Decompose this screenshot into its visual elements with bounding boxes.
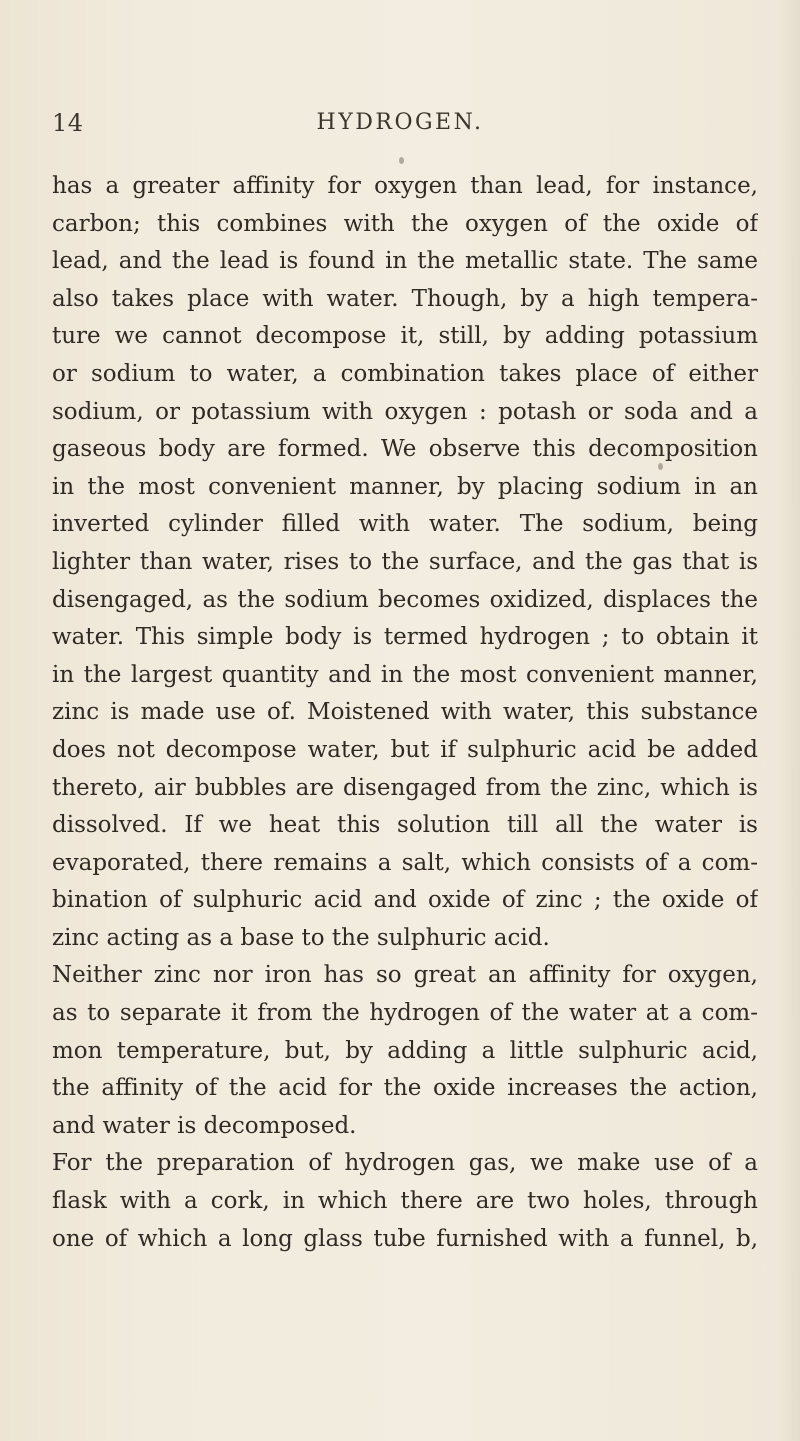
text-line: evaporated, there remains a salt, which consists of a com- bbox=[52, 849, 758, 876]
text-line: or sodium to water, a combination takes place of either bbox=[52, 360, 758, 387]
text-line: sodium, or potassium with oxygen : potash or soda and a bbox=[52, 398, 758, 425]
text-line: zinc is made use of. Moistened with water, this substance bbox=[52, 699, 758, 726]
text-line: the affinity of the acid for the oxide increases the action, bbox=[52, 1075, 758, 1102]
text-line: does not decompose water, but if sulphuric acid be added bbox=[52, 736, 758, 763]
text-line: water. This simple body is termed hydrogen ; to obtain it bbox=[52, 624, 758, 651]
text-line: carbon; this combines with the oxygen of the oxide of bbox=[52, 210, 758, 237]
text-line: flask with a cork, in which there are two holes, through bbox=[52, 1188, 758, 1215]
text-line: zinc acting as a base to the sulphuric acid. bbox=[52, 924, 550, 951]
text-line: thereto, air bubbles are disengaged from the zinc, which is bbox=[52, 774, 758, 801]
running-head: HYDROGEN. bbox=[316, 110, 484, 135]
text-line: gaseous body are formed. We observe this decomposition bbox=[52, 436, 758, 463]
body-text bbox=[52, 168, 758, 1258]
text-line: has a greater affinity for oxygen than lead, for instance, bbox=[52, 173, 758, 199]
text-line: one of which a long glass tube furnished with a funnel, b, bbox=[52, 1225, 758, 1252]
page-header bbox=[0, 0, 800, 150]
text-line: lead, and the lead is found in the metallic state. The same bbox=[52, 248, 758, 275]
page-number: 14 bbox=[52, 109, 84, 137]
paper-speck bbox=[399, 157, 404, 164]
text-line: disengaged, as the sodium becomes oxidized, displaces the bbox=[52, 586, 758, 613]
text-line: also takes place with water. Though, by a high tempera- bbox=[52, 285, 758, 312]
text-line: and water is decomposed. bbox=[52, 1112, 357, 1139]
text-line: mon temperature, but, by adding a little sulphuric acid, bbox=[52, 1037, 758, 1064]
text-line: as to separate it from the hydrogen of the water at a com- bbox=[52, 1000, 758, 1027]
page-edge-shadow bbox=[778, 0, 800, 1441]
text-line: dissolved. If we heat this solution till all the water is bbox=[52, 812, 758, 839]
text-line: in the largest quantity and in the most convenient manner, bbox=[52, 661, 758, 688]
text-line: lighter than water, rises to the surface, and the gas that is bbox=[52, 548, 758, 575]
text-line: inverted cylinder filled with water. The sodium, being bbox=[52, 511, 758, 538]
text-line: ture we cannot decompose it, still, by adding potassium bbox=[52, 323, 758, 350]
text-line: Neither zinc nor iron has so great an affinity for oxygen, bbox=[52, 962, 758, 989]
text-line: in the most convenient manner, by placing sodium in an bbox=[52, 473, 758, 500]
text-line: For the preparation of hydrogen gas, we make use of a bbox=[52, 1150, 758, 1177]
text-line: bination of sulphuric acid and oxide of zinc ; the oxide of bbox=[52, 887, 758, 914]
